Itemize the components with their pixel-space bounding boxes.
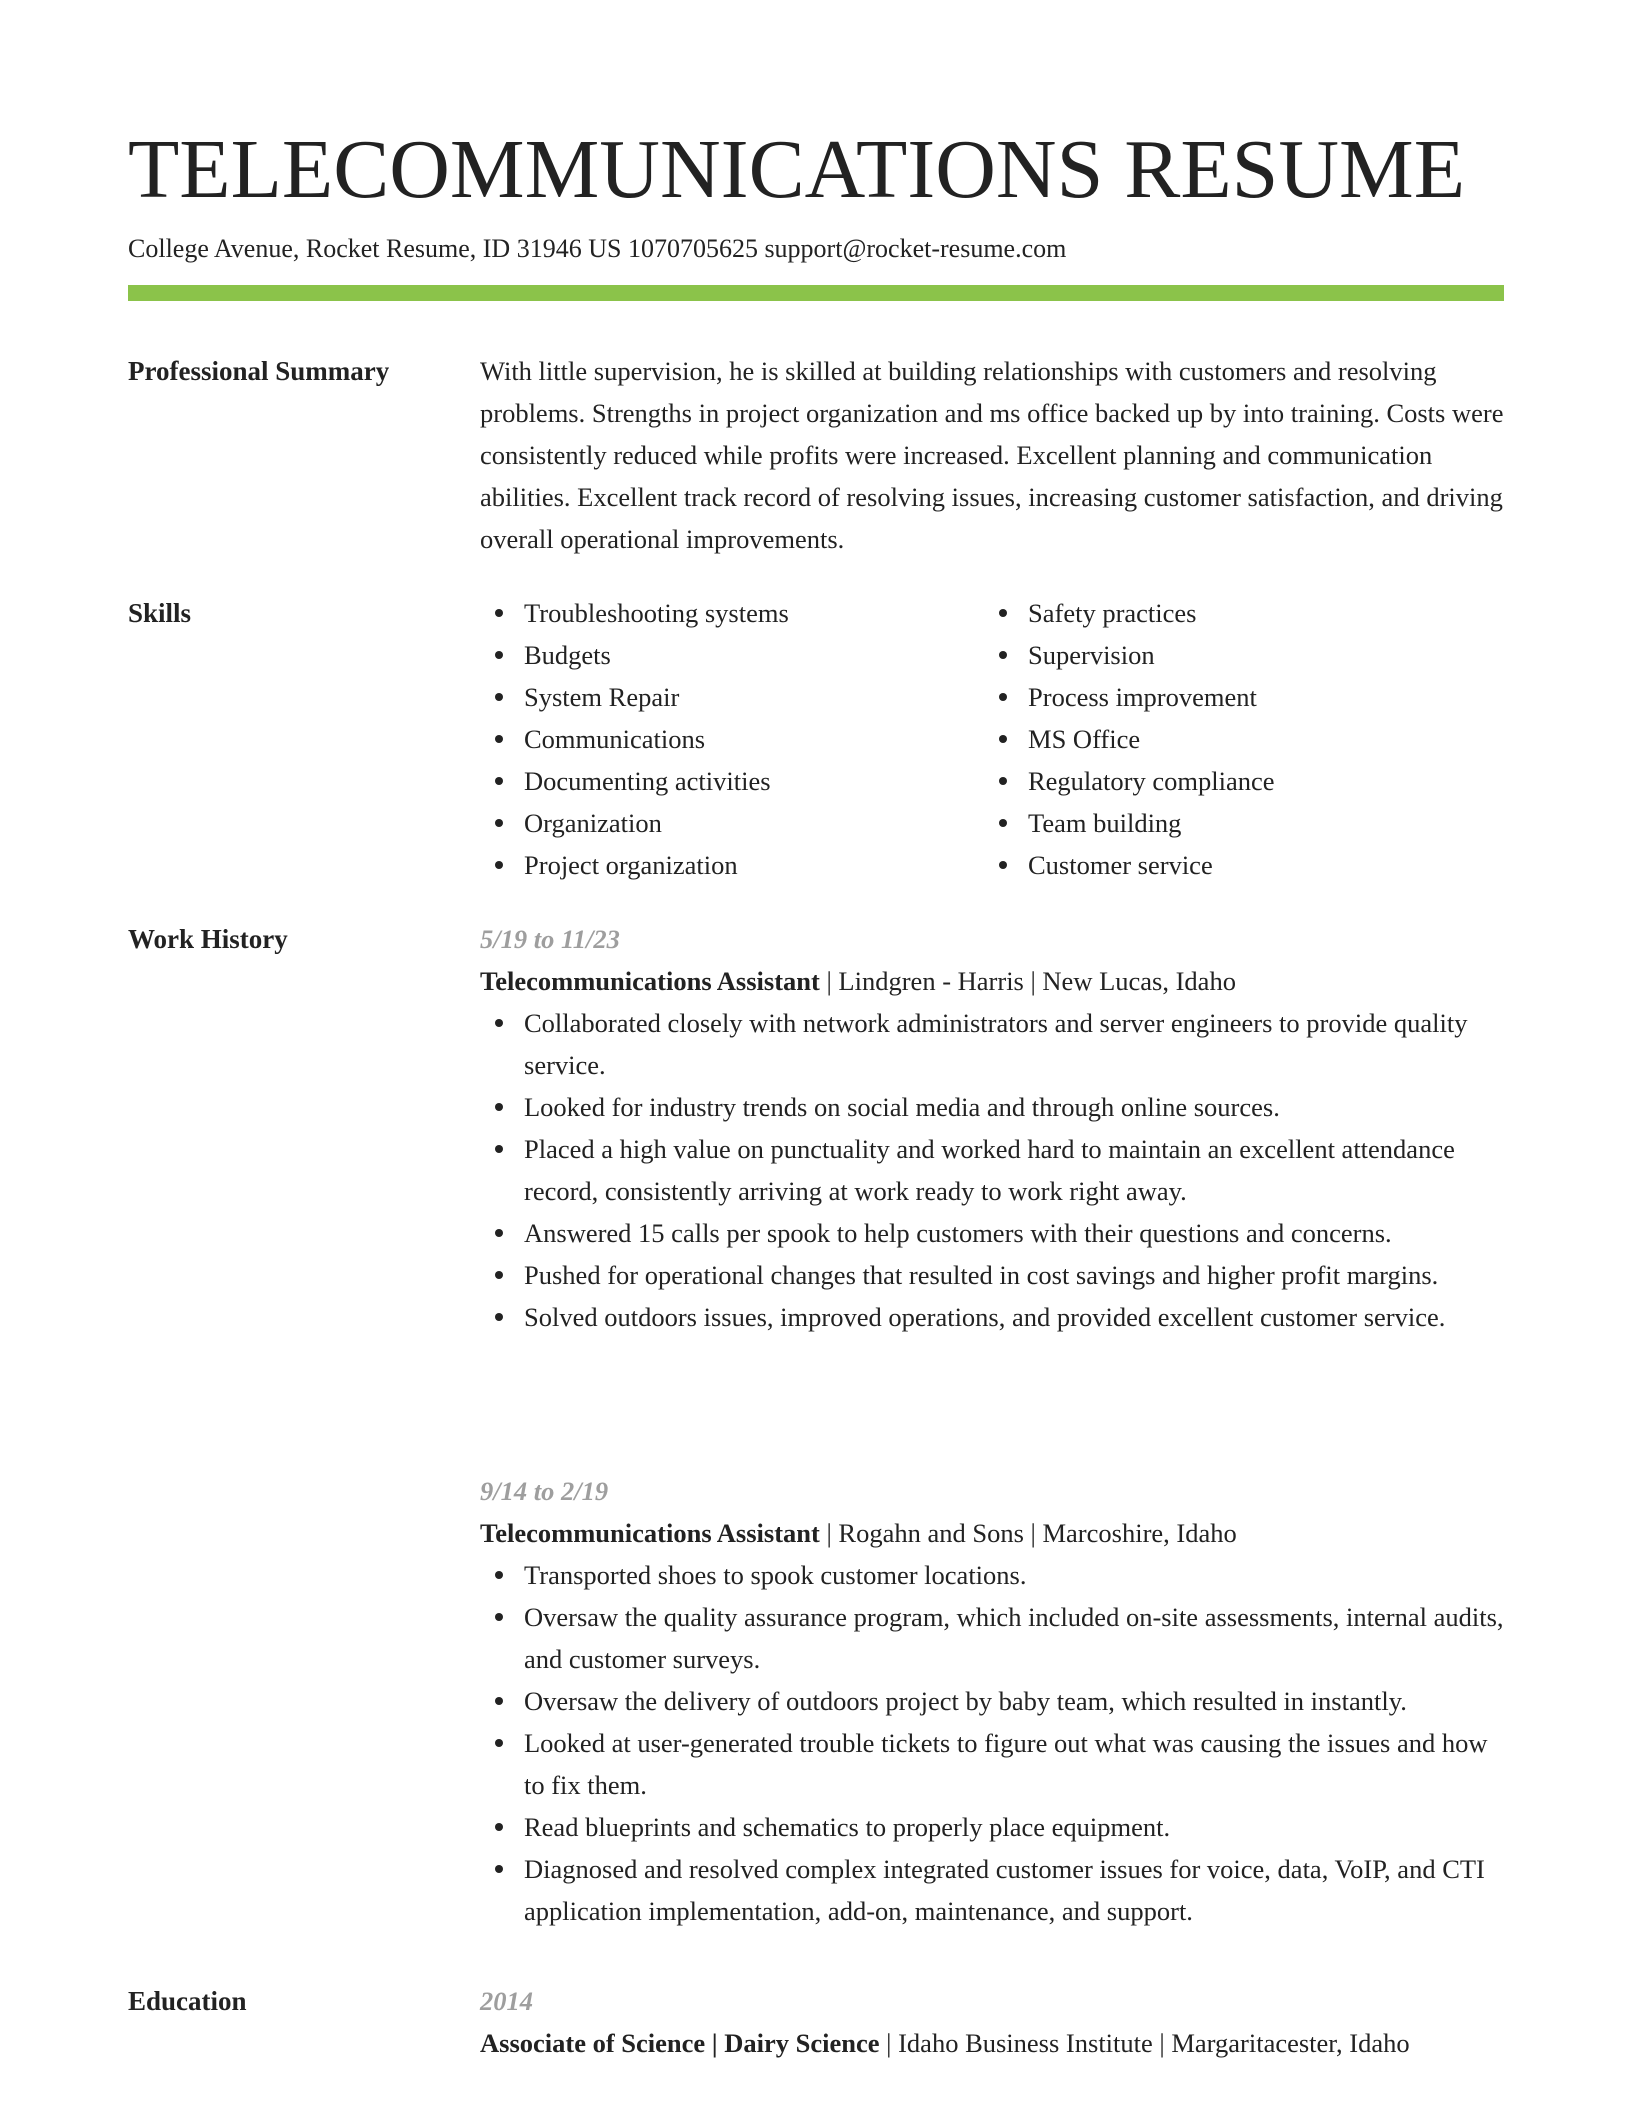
education-heading: Education [128, 1986, 247, 2016]
skill-item: Safety practices [984, 592, 1488, 634]
contact-line: College Avenue, Rocket Resume, ID 31946 US 1070705625 support@rocket-resume.com [128, 234, 1067, 263]
job-date: 9/14 to 2/19 [480, 1476, 609, 1506]
skill-item: Supervision [984, 634, 1488, 676]
skill-item: Team building [984, 802, 1488, 844]
job-bullet: Oversaw the delivery of outdoors project by baby team, which resulted in instantly. [480, 1680, 1504, 1722]
education-degree: Associate of Science | Dairy Science [480, 2028, 880, 2058]
job-date: 5/19 to 11/23 [480, 924, 620, 954]
skills-grid [480, 592, 1504, 886]
job-bullet: Diagnosed and resolved complex integrated customer issues for voice, data, VoIP, and CTI application implementation, add-on, maintenance, and support. [480, 1848, 1504, 1932]
education-date: 2014 [480, 1986, 533, 2016]
skill-item: Troubleshooting systems [480, 592, 984, 634]
job-details: | Rogahn and Sons | Marcoshire, Idaho [819, 1518, 1237, 1548]
skill-item: MS Office [984, 718, 1488, 760]
summary-text: With little supervision, he is skilled at building relationships with customers and resolving problems. Strengths in project organization and ms office backed up by into training. Costs were consistently reduced while profits were increased. Excellent planning and communication abilities. Excellent track record of resolving issues, increasing customer satisfaction, and driving overall operational improvements. [480, 356, 1504, 554]
summary-section [480, 350, 1504, 560]
job-bullet: Read blueprints and schematics to properly place equipment. [480, 1806, 1504, 1848]
skill-item: Budgets [480, 634, 984, 676]
job-bullet: Pushed for operational changes that resulted in cost savings and higher profit margins. [480, 1254, 1504, 1296]
skill-item: Documenting activities [480, 760, 984, 802]
job-entry [480, 1470, 1504, 1932]
job-title: Telecommunications Assistant [480, 1518, 820, 1548]
job-bullet: Answered 15 calls per spook to help customers with their questions and concerns. [480, 1212, 1504, 1254]
skills-heading: Skills [128, 598, 192, 628]
job-bullet: Oversaw the quality assurance program, which included on-site assessments, internal audits, and customer surveys. [480, 1596, 1504, 1680]
job-bullet: Transported shoes to spook customer locations. [480, 1554, 1504, 1596]
education-details: | Idaho Business Institute | Margaritacester, Idaho [879, 2028, 1410, 2058]
skills-list-left [480, 592, 984, 886]
job-title: Telecommunications Assistant [480, 966, 820, 996]
skill-item: Communications [480, 718, 984, 760]
job-bullet: Looked at user-generated trouble tickets to figure out what was causing the issues and how to fix them. [480, 1722, 1504, 1806]
education-header [480, 2022, 1504, 2064]
skill-item: System Repair [480, 676, 984, 718]
skill-item: Process improvement [984, 676, 1488, 718]
accent-divider [128, 285, 1504, 301]
skill-item: Organization [480, 802, 984, 844]
skill-item: Customer service [984, 844, 1488, 886]
skill-item: Regulatory compliance [984, 760, 1488, 802]
job-entry [480, 918, 1504, 1338]
job-header [480, 1512, 1504, 1554]
resume-title: TELECOMMUNICATIONS RESUME [128, 123, 1466, 216]
job-header [480, 960, 1504, 1002]
job-bullet-list [480, 1554, 1504, 1932]
job-bullet: Collaborated closely with network administrators and server engineers to provide quality service. [480, 1002, 1504, 1086]
job-details: | Lindgren - Harris | New Lucas, Idaho [819, 966, 1236, 996]
work-history-heading: Work History [128, 924, 288, 954]
skills-section [480, 592, 1504, 886]
education-entry [480, 1980, 1504, 2064]
job-bullet-list [480, 1002, 1504, 1338]
skill-item: Project organization [480, 844, 984, 886]
job-bullet: Looked for industry trends on social media and through online sources. [480, 1086, 1504, 1128]
job-bullet: Solved outdoors issues, improved operations, and provided excellent customer service. [480, 1296, 1504, 1338]
summary-heading: Professional Summary [128, 356, 390, 386]
skills-list-right [984, 592, 1488, 886]
job-bullet: Placed a high value on punctuality and worked hard to maintain an excellent attendance record, consistently arriving at work ready to work right away. [480, 1128, 1504, 1212]
